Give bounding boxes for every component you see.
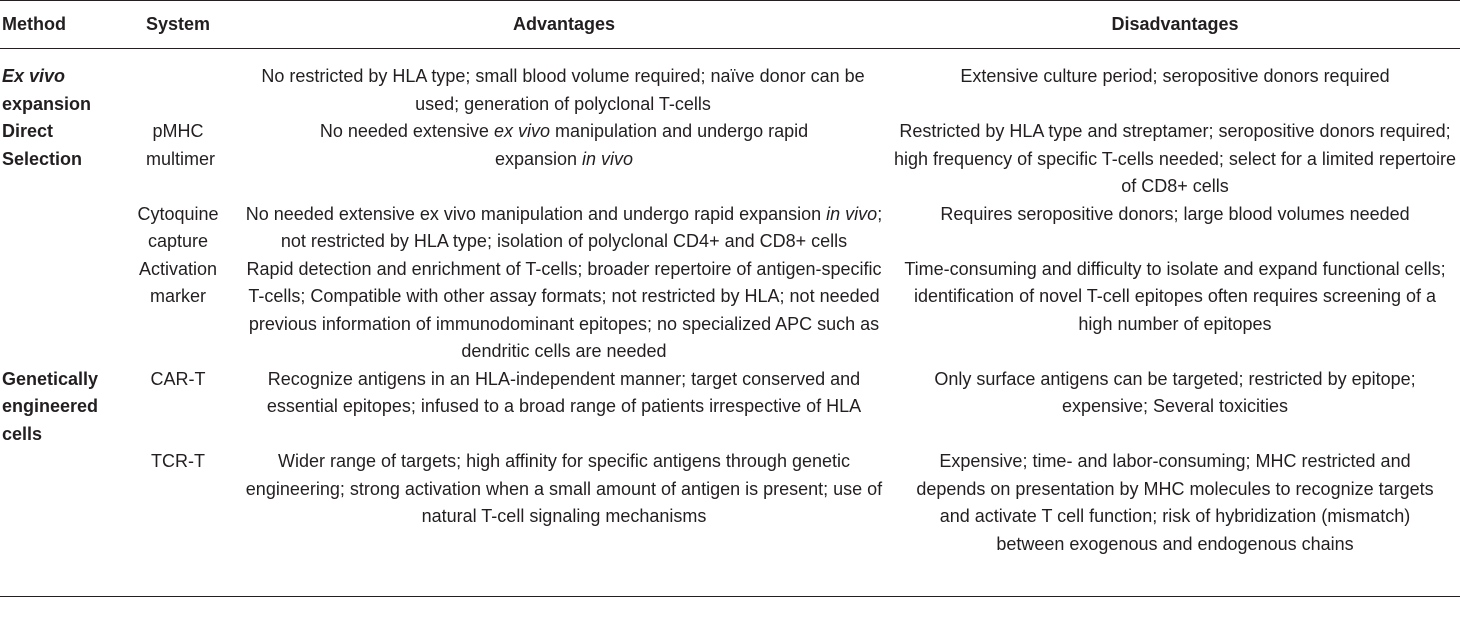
advantages-cell: No restricted by HLA type; small blood volume required; naïve donor can be used; generation of polyclonal T-cells bbox=[261, 66, 865, 114]
header-method: Method bbox=[2, 13, 66, 34]
table-row bbox=[0, 448, 1460, 597]
table-row bbox=[0, 256, 1460, 366]
disadvantages-cell: Time-consuming and difficulty to isolate and expand functional cells; identification of novel T-cell epitopes often requires screening of a high number of epitopes bbox=[904, 258, 1446, 334]
method-cell: Genetically engineered cells bbox=[2, 368, 99, 444]
adv-italic-2: in vivo bbox=[582, 148, 634, 169]
header-advantages: Advantages bbox=[512, 13, 616, 34]
method-rest: expansion bbox=[2, 93, 92, 114]
system-cell: pMHC multimer bbox=[146, 121, 216, 169]
disadvantages-cell: Expensive; time- and labor-consuming; MHC restricted and depends on presentation by MHC molecules to recognize targets and activate T cell function; risk of hybridization (mismatch) between exogenous and endogenous chains bbox=[916, 451, 1434, 554]
system-cell: TCR-T bbox=[151, 451, 205, 471]
adv-italic-1: ex vivo bbox=[493, 121, 550, 141]
method-cell: Direct Selection bbox=[2, 121, 83, 169]
table-row bbox=[0, 49, 1460, 119]
disadvantages-cell: Extensive culture period; seropositive donors required bbox=[960, 66, 1390, 86]
adv-text-1: No needed extensive bbox=[319, 121, 494, 141]
system-cell bbox=[118, 49, 238, 119]
adv-text-2: ; not restricted by HLA type; isolation of polyclonal CD4+ and CD8+ cells bbox=[280, 203, 883, 251]
disadvantages-cell: Restricted by HLA type and streptamer; seropositive donors required; high frequency of specific T-cells needed; select for a limited repertoire of CD8+ cells bbox=[894, 121, 1456, 196]
disadvantages-cell: Requires seropositive donors; large blood volumes needed bbox=[940, 203, 1410, 224]
advantages-cell bbox=[238, 201, 890, 256]
advantages-cell: Recognize antigens in an HLA-independent manner; target conserved and essential epitopes; infused to a broad range of patients irrespective of HLA bbox=[266, 368, 862, 416]
method-cell bbox=[0, 49, 118, 119]
system-cell: CAR-T bbox=[150, 368, 206, 389]
header-system: System bbox=[145, 13, 211, 34]
system-cell: Cytoquine capture bbox=[137, 203, 219, 251]
disadvantages-cell: Only surface antigens can be targeted; restricted by epitope; expensive; Several toxicities bbox=[934, 368, 1416, 416]
table-row bbox=[0, 366, 1460, 449]
advantages-cell bbox=[238, 118, 890, 201]
table-header bbox=[0, 1, 1460, 49]
method-cell bbox=[0, 448, 118, 597]
table-row bbox=[0, 201, 1460, 256]
advantages-cell: Wider range of targets; high affinity for specific antigens through genetic engineering; strong activation when a small amount of antigen is present; use of natural T-cell signaling mechanisms bbox=[245, 451, 883, 526]
header-row bbox=[0, 1, 1460, 49]
method-italic: Ex vivo bbox=[2, 66, 66, 86]
adv-text-2: manipulation and undergo rapid expansion bbox=[494, 121, 809, 169]
adv-text-1: No needed extensive ex vivo manipulation and undergo rapid expansion bbox=[245, 203, 827, 224]
advantages-cell: Rapid detection and enrichment of T-cells; broader repertoire of antigen-specific T-cells; Compatible with other assay formats; not restricted by HLA; not needed previous information of immunodominant epitopes; no specialized APC such as dendritic cells are needed bbox=[246, 258, 882, 361]
table-body bbox=[0, 49, 1460, 597]
table-row bbox=[0, 118, 1460, 201]
system-cell: Activation marker bbox=[138, 258, 218, 306]
method-cell bbox=[0, 201, 118, 256]
adv-italic-1: in vivo bbox=[826, 203, 878, 224]
method-cell bbox=[0, 256, 118, 366]
header-disadvantages: Disadvantages bbox=[1111, 13, 1239, 34]
